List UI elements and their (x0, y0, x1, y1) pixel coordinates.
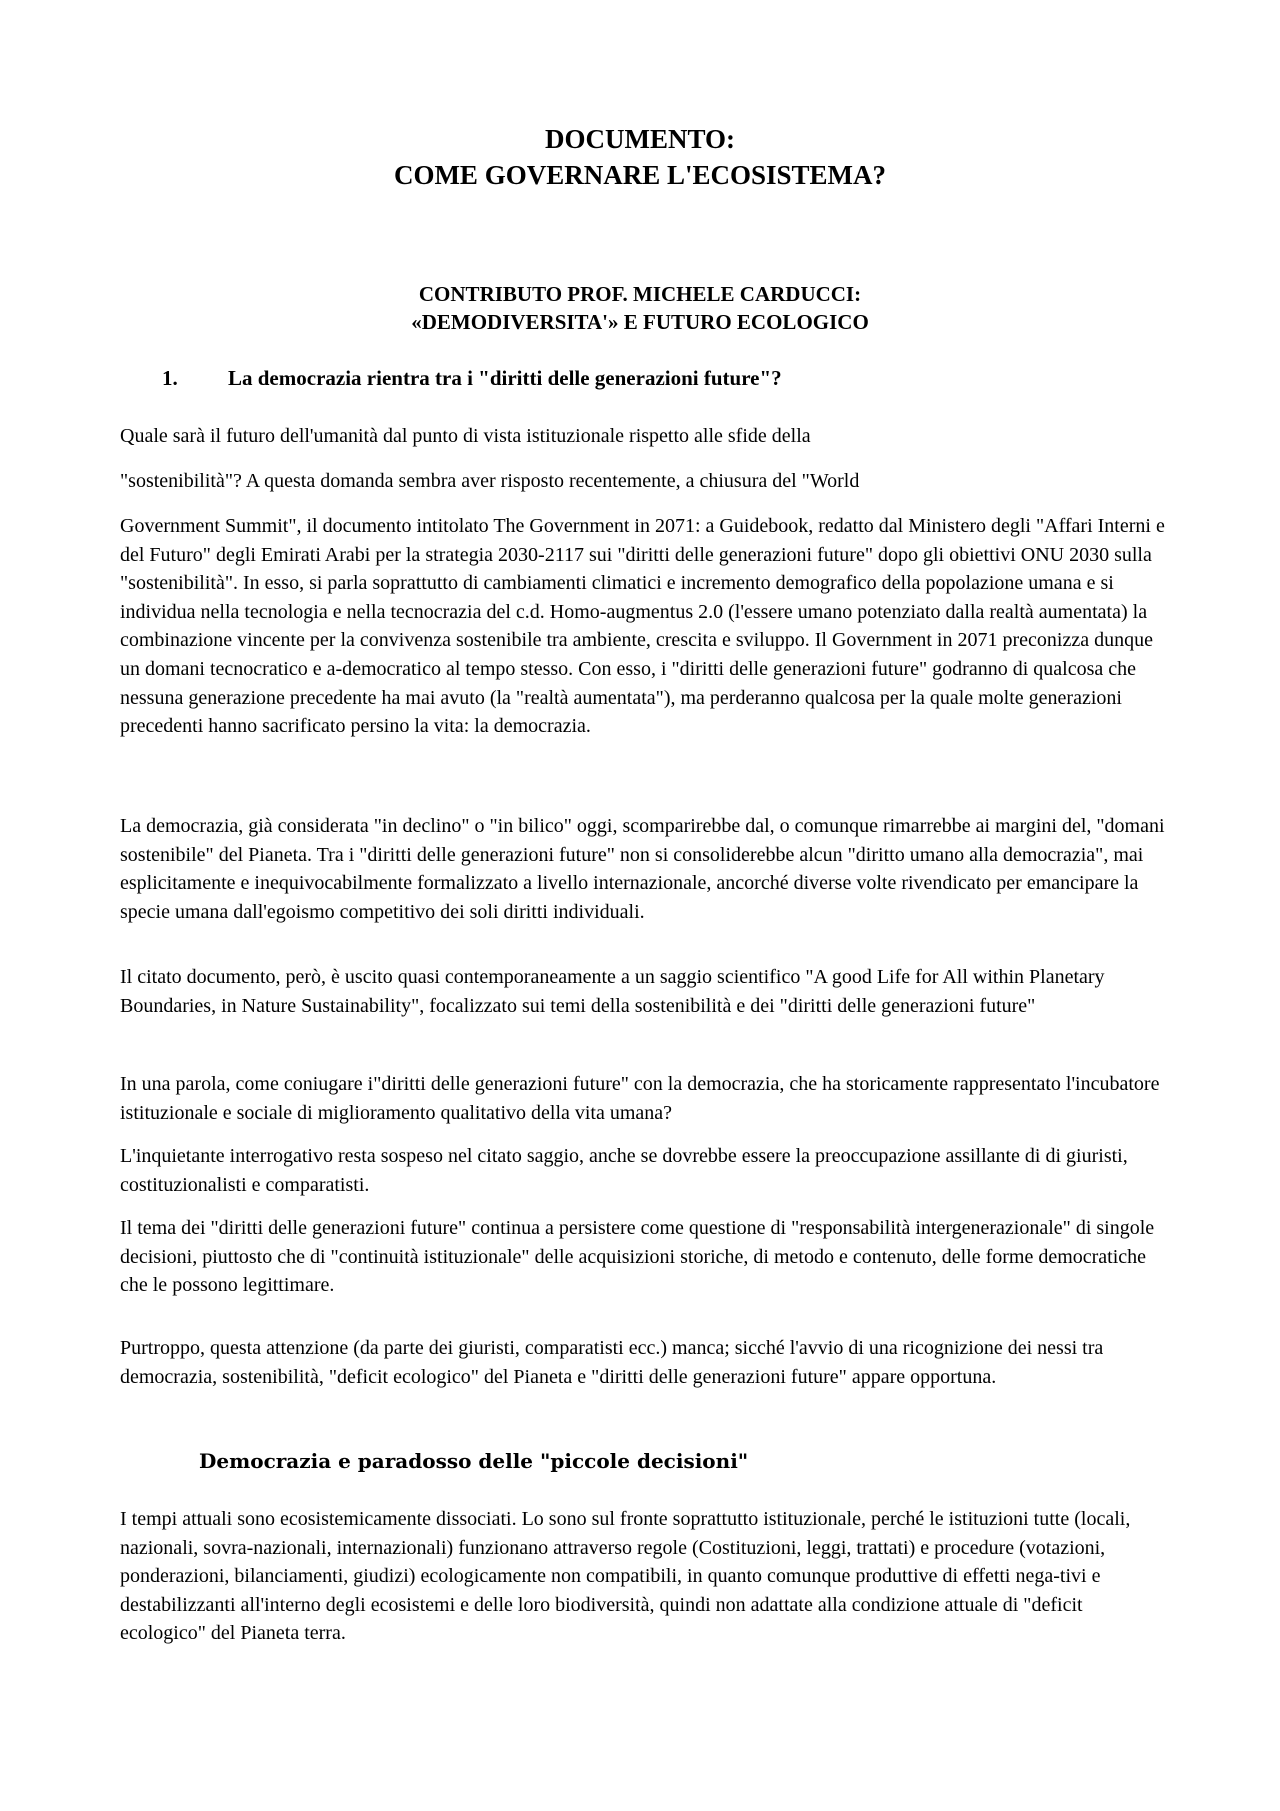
body-paragraph: In una parola, come coniugare i"diritti delle generazioni future" con la democrazia, che ha storicamente rappresentato l'incubatore istituzionale e sociale di miglioramento qualitativo della vita umana? (120, 1073, 1160, 1124)
body-paragraph: Il citato documento, però, è uscito quasi contemporaneamente a un saggio scientifico "A good Life for All within Planetary Boundaries, in Nature Sustainability", focalizzato sui temi della sostenibilità e dei "diritti delle generazioni future" (120, 966, 1105, 1017)
section-1-opening-line-2: "sostenibilità"? A questa domanda sembra aver risposto recentemente, a chiusura del "World (120, 470, 860, 492)
body-paragraph: Purtroppo, questa attenzione (da parte dei giuristi, comparatisti ecc.) manca; sicché l'avvio di una ricognizione dei nessi tra democrazia, sostenibilità, "deficit ecologico" del Pianeta e "diritti delle generazioni future" appare opportuna. (120, 1337, 1104, 1388)
section-2-heading: Democrazia e paradosso delle "piccole decisioni" (199, 1449, 749, 1473)
document-title-line-1: DOCUMENTO: (544, 124, 735, 154)
section-1-heading: La democrazia rientra tra i "diritti delle generazioni future"? (228, 366, 782, 390)
body-paragraph: I tempi attuali sono ecosistemicamente dissociati. Lo sono sul fronte soprattutto istituzionale, perché le istituzioni tutte (locali, nazionali, sovra-nazionali, internazionali) funzionano attraverso regole (Costituzioni, leggi, trattati) e procedure (votazioni, ponderazioni, bilanciamenti, giudizi) ecologicamente non compatibili, in quanto comunque produttive di effetti nega-tivi e destabilizzanti all'interno degli ecosistemi e delle loro biodiversità, quindi non adattate alla condizione attuale di "deficit ecologico" del Pianeta terra. (120, 1508, 1131, 1645)
body-paragraph: L'inquietante interrogativo resta sospeso nel citato saggio, anche se dovrebbe essere la preoccupazione assillante di di giuristi, costituzionalisti e comparatisti. (120, 1145, 1128, 1196)
document-title-line-2: COME GOVERNARE L'ECOSISTEMA? (393, 160, 887, 190)
body-paragraph: La democrazia, già considerata "in declino" o "in bilico" oggi, scomparirebbe dal, o comunque rimarrebbe ai margini del, "domani sostenibile" del Pianeta. Tra i "diritti delle generazioni future" non si consoliderebbe alcun "diritto umano alla democrazia", mai esplicitamente e inequivocabilmente formalizzato a livello internazionale, ancorché diverse volte rivendicato per emancipare la specie umana dall'egoismo competitivo dei soli diritti individuali. (120, 815, 1165, 923)
body-paragraph: Il tema dei "diritti delle generazioni future" continua a persistere come questione di "responsabilità intergenerazionale" di singole decisioni, piuttosto che di "continuità istituzionale" delle acquisizioni storiche, di metodo e contenuto, delle forme democratiche che le possono legittimare. (120, 1217, 1155, 1297)
section-1-opening-line-1: Quale sarà il futuro dell'umanità dal punto di vista istituzionale rispetto alle sfide della (120, 425, 811, 447)
document-subtitle-line-1: CONTRIBUTO PROF. MICHELE CARDUCCI: (418, 282, 862, 306)
document-subtitle-line-2: «DEMODIVERSITA'» E FUTURO ECOLOGICO (411, 310, 869, 334)
body-paragraph: Government Summit", il documento intitolato The Government in 2071: a Guidebook, redatto dal Ministero degli "Affari Interni e del Futuro" degli Emirati Arabi per la strategia 2030-2117 sui "diritti delle generazioni future" dopo gli obiettivi ONU 2030 sulla "sostenibilità". In esso, si parla soprattutto di cambiamenti climatici e incremento demografico della popolazione umana e si individua nella tecnologia e nella tecnocrazia del c.d. Homo-augmentus 2.0 (l'essere umano potenziato dalla realtà aumentata) la combinazione vincente per la convivenza sostenibile tra ambiente, crescita e sviluppo. Il Government in 2071 preconizza dunque un domani tecnocratico e a-democratico al tempo stesso. Con esso, i "diritti delle generazioni future" godranno di qualcosa che nessuna generazione precedente ha mai avuto (la "realtà aumentata"), ma perderanno qualcosa per la quale molte generazioni precedenti hanno sacrificato persino la vita: la democrazia. (120, 515, 1165, 738)
section-1-number: 1. (162, 366, 178, 390)
